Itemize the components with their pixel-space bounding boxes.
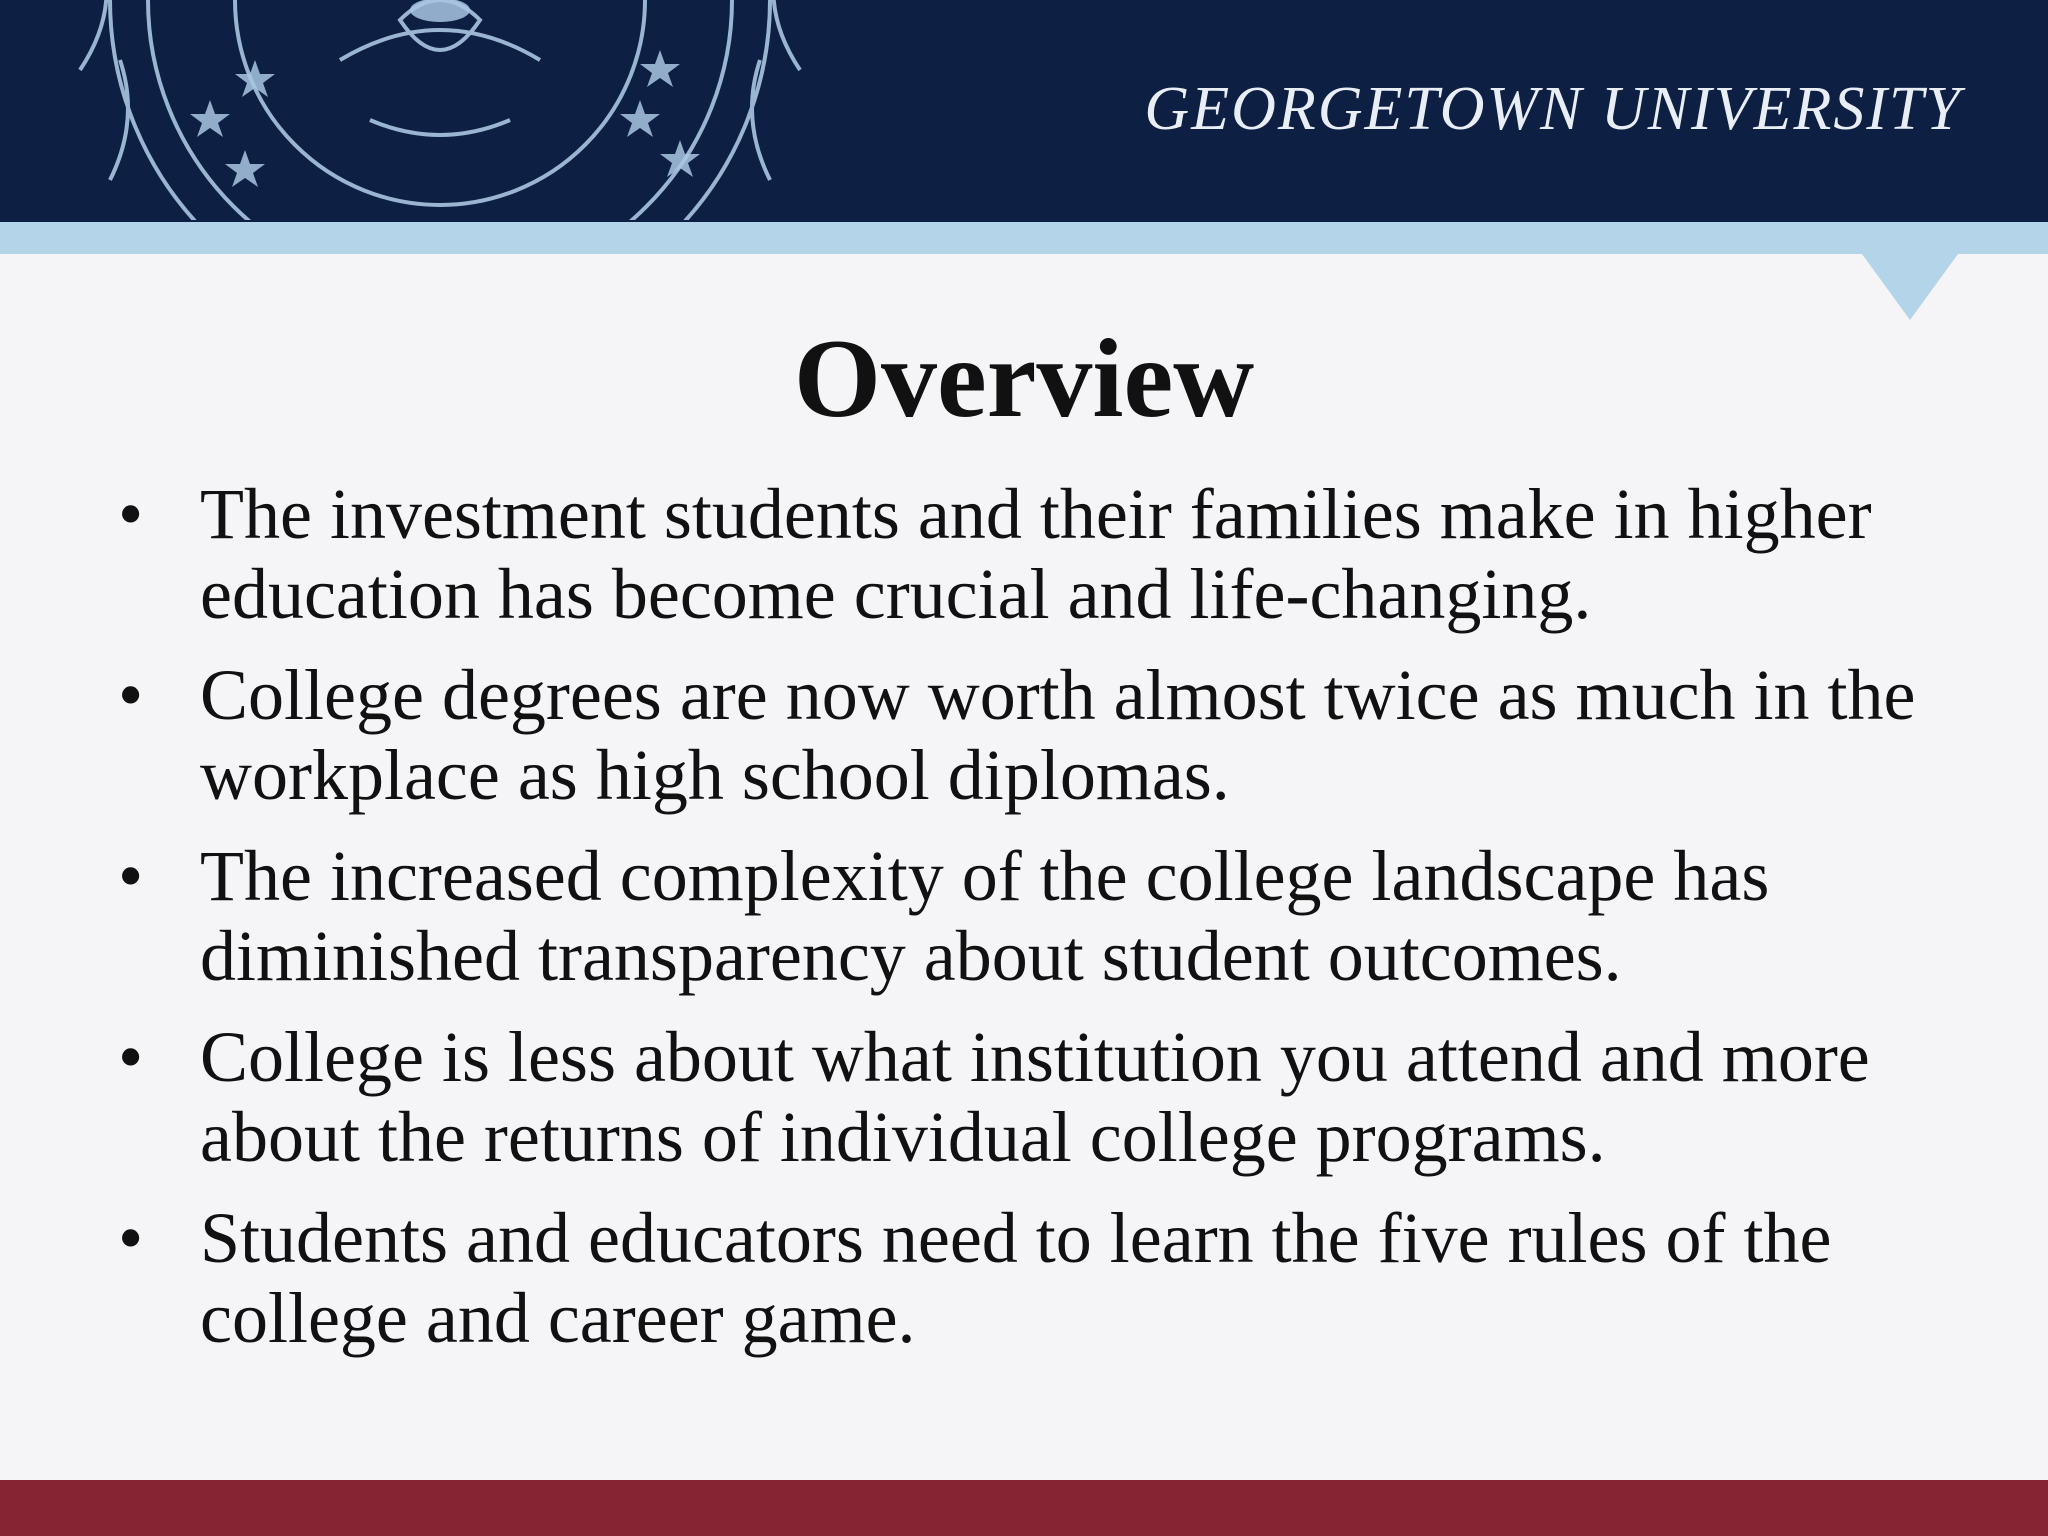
bullet-text: The investment students and their families make in higher education has become crucial and life-changing.: [200, 474, 1872, 634]
bullet-item: [118, 474, 1978, 634]
bullet-marker: •: [118, 474, 144, 554]
header-band: [0, 0, 2048, 222]
bullet-item: [118, 1198, 1978, 1358]
footer-band: [0, 1480, 2048, 1536]
bullet-list: [118, 474, 1978, 1379]
slide-title: Overview: [793, 317, 1255, 441]
bullet-text: The increased complexity of the college landscape has diminished transparency about student outcomes.: [200, 836, 1770, 996]
bullet-marker: •: [118, 1198, 144, 1278]
accent-band: [0, 222, 2048, 254]
university-name: GEORGETOWN UNIVERSITY: [1144, 75, 1962, 143]
bullet-item: [118, 836, 1978, 996]
accent-pointer: [1862, 254, 1958, 320]
bullet-item: [118, 1017, 1978, 1177]
bullet-item: [118, 655, 1978, 815]
bullet-text: Students and educators need to learn the five rules of the college and career game.: [200, 1198, 1832, 1358]
bullet-text: College degrees are now worth almost twice as much in the workplace as high school diplomas.: [200, 655, 1916, 815]
bullet-marker: •: [118, 1017, 144, 1097]
bullet-marker: •: [118, 836, 144, 916]
bullet-text: College is less about what institution you attend and more about the returns of individual college programs.: [200, 1017, 1870, 1177]
bullet-marker: •: [118, 655, 144, 735]
university-seal-icon: [40, 0, 840, 220]
